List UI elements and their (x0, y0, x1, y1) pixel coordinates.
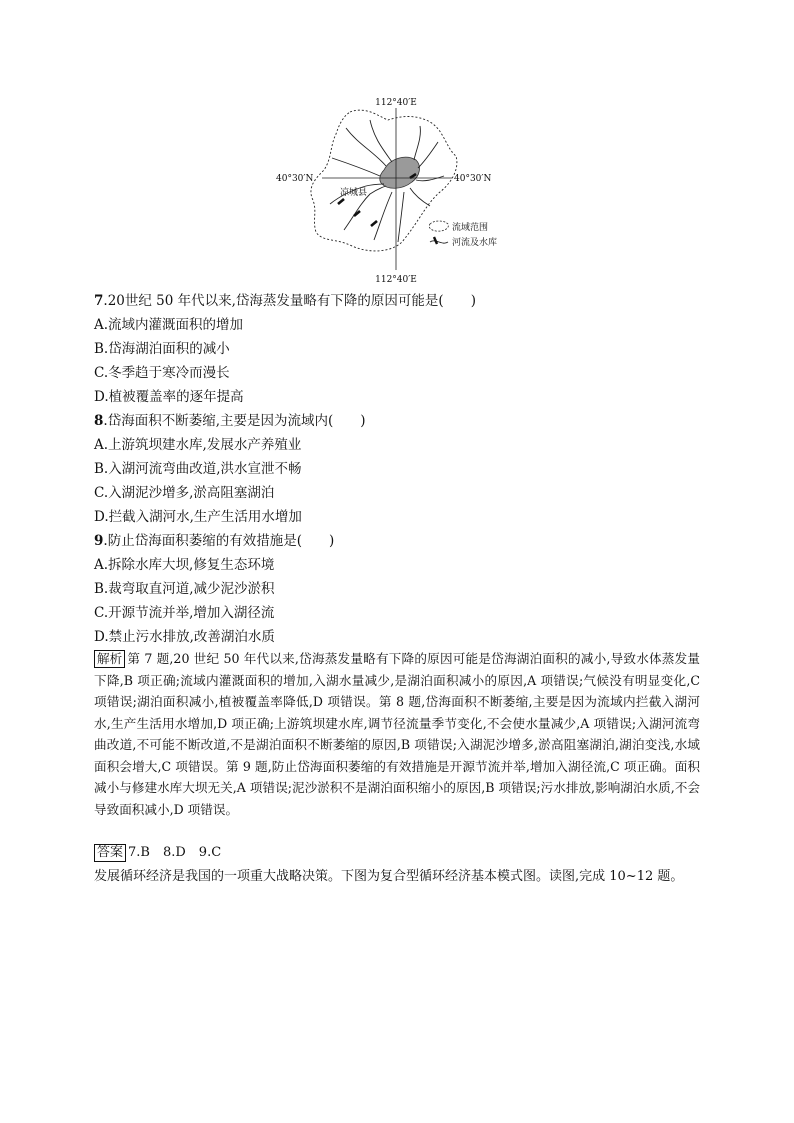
lake (380, 157, 420, 188)
question-9-number: 9 (94, 533, 104, 549)
question-9-option-a: A.拆除水库大坝,修复生态环境 (94, 557, 275, 573)
lat-right-label: 40°30′N (454, 174, 492, 184)
legend-river-symbol (430, 241, 448, 243)
question-7-option-b: B.岱海湖泊面积的减小 (94, 341, 230, 357)
next-section-intro: 发展循环经济是我国的一项重大战略决策。下图为复合型循环经济基本模式图。读图,完成 10~12 题。 (94, 869, 684, 884)
question-8-option-a: A.上游筑坝建水库,发展水产养殖业 (94, 437, 302, 453)
question-7-option-a: A.流域内灌溉面积的增加 (94, 317, 244, 333)
question-8-stem (94, 410, 366, 432)
question-8-text: .岱海面积不断萎缩,主要是因为流域内( ) (103, 413, 366, 429)
basin-map (270, 92, 530, 288)
legend-basin-label: 流域范围 (452, 223, 489, 233)
question-7-option-c: C.冬季趋于寒冷而漫长 (94, 365, 230, 381)
question-8-option-b: B.入湖河流弯曲改道,洪水宣泄不畅 (94, 461, 302, 477)
legend-river-label: 河流及水库 (452, 238, 498, 248)
question-7-text: .20世纪 50 年代以来,岱海蒸发量略有下降的原因可能是( ) (103, 293, 476, 309)
question-9-stem (94, 530, 334, 552)
question-7-stem (94, 290, 476, 312)
question-9-text: .防止岱海面积萎缩的有效措施是( ) (103, 533, 335, 549)
question-8-option-c: C.入湖泥沙增多,淤高阻塞湖泊 (94, 485, 275, 501)
question-9-option-c: C.开源节流并举,增加入湖径流 (94, 605, 275, 621)
lon-bottom-label: 112°40′E (375, 275, 417, 285)
legend-basin-symbol (429, 221, 448, 231)
question-9-option-b: B.裁弯取直河道,减少泥沙淤积 (94, 581, 275, 597)
county-label: 凉城县 (340, 188, 368, 198)
answer-tag: 答案 (94, 844, 126, 862)
answer-block (94, 842, 221, 863)
analysis-text: 第 7 题,20 世纪 50 年代以来,岱海蒸发量略有下降的原因可能是岱海湖泊面积的减小,导致水体蒸发量下降,B 项正确;流域内灌溉面积的增加,入湖水量减少,是湖泊面积减小的原因,A 项错误;气候没有明显变化,C 项错误;湖泊面积减小,植被覆盖率降低,D 项错误。第 8 题,岱海面积不断萎缩,主要是因为流域内拦截入湖河水,生产生活用水增加,D 项正确;上游筑坝建水库,调节径流量季节变化,不会使水量减少,A 项错误;入湖河流弯曲改道,不可能不断改道,不是湖泊面积不断萎缩的原因,B 项错误;入湖泥沙增多,淤高阻塞湖泊,湖泊变浅,水域面积会增大,C 项错误。第 9 题,防止岱海面积萎缩的有效措施是开源节流并举,增加入湖径流,C 项正确。面积减小与修建水库大坝无关,A 项错误;泥沙淤积不是湖泊面积缩小的原因,B 项错误;污水排放,影响湖泊水质,不会导致面积减小,D 项错误。 (94, 651, 700, 817)
answer-text: 7.B 8.D 9.C (128, 845, 222, 860)
question-7-option-d: D.植被覆盖率的逐年提高 (94, 389, 244, 405)
analysis-tag: 解析 (94, 650, 125, 668)
question-8-number: 8 (94, 413, 104, 429)
analysis-block (94, 648, 700, 820)
question-8-option-d: D.拦截入湖河水,生产生活用水增加 (94, 509, 302, 525)
legend-reservoir-symbol (434, 237, 437, 244)
question-9-option-d: D.禁止污水排放,改善湖泊水质 (94, 629, 275, 645)
lon-top-label: 112°40′E (375, 98, 417, 108)
lat-left-label: 40°30′N (276, 174, 314, 184)
question-7-number: 7 (94, 293, 104, 309)
